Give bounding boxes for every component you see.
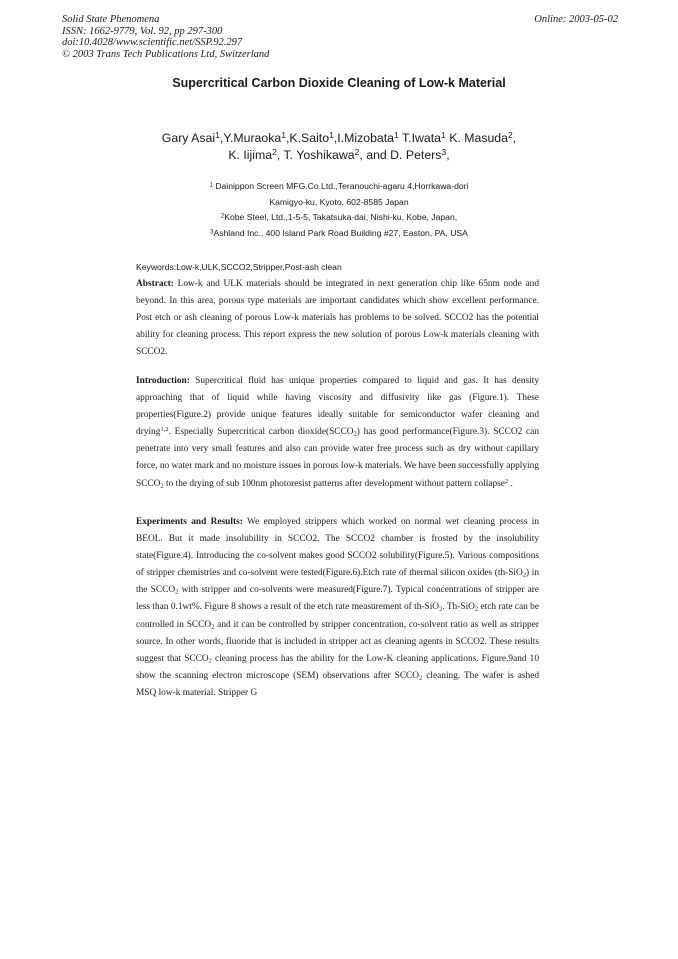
journal-name: Solid State Phenomena (62, 14, 160, 25)
affiliation-text: Kobe Steel, Ltd.,1-5-5, Takatsuka-dai, Nishi-ku, Kobe, Japan, (224, 212, 458, 223)
affiliation-marker: 1 (440, 130, 446, 141)
author-name: K. Iijima (228, 148, 273, 162)
author-list (0, 130, 678, 164)
body-text: We employed strippers which worked on normal wet cleaning process in BEOL. But it made insolubility in SCCO2. The SCCO2 chamber is frosted by the insolubility state(Figure.4). Introducing the co-solvent makes good SCCO2 solubility(Figure.5). Various compositions of stripper chemistries and co-solvent were tested(Figure.6).Etch rate of thermal silicon oxides (th-SiO (136, 517, 539, 579)
affiliation-marker: 1 (394, 130, 399, 141)
author-name: , and D. Peters (359, 148, 442, 162)
body-text: with stripper and co-solvents were measured(Figure.7). Typical concentrations of stripper are less than 0.1wt%. Figure 8 shows a result of the etch rate measurement of th-SiO (136, 585, 539, 613)
abstract-text: Low-k and ULK materials should be integrated in next generation chip like 65nm node and beyond. In this area, porous type materials are important candidates which show excellent performance. Post etch or ash cleaning of porous Low-k materials has problems to be solved. SCCO2 has the potential ability for cleaning process. This report express the new solution of porous Low-k materials cleaning with SCCO2. (136, 279, 539, 358)
paper-title: Supercritical Carbon Dioxide Cleaning of Low-k Material (172, 76, 506, 90)
abstract (136, 276, 539, 361)
body-text: ) in the SCCO (136, 568, 539, 596)
body-text: ) has good performance(Figure.3). SCCO2 can penetrate into very small features and also can provide water free process such as dry without capillary force, no water mark and no moisture issues in porous low-k materials. We have been successfully applying SCCO (136, 427, 539, 489)
author-name: K. Masuda (445, 131, 508, 145)
author-name: ,Y.Muraoka (219, 131, 282, 145)
copyright-line: © 2003 Trans Tech Publications Ltd, Switzerland (62, 48, 270, 60)
affiliation-marker: 1 (215, 130, 220, 141)
affiliation-number: 2 (220, 213, 225, 220)
body-text: . (508, 478, 513, 489)
subscript: 2 (175, 588, 179, 596)
author-name: ,K.Saito (286, 131, 330, 145)
experiments-label: Experiments and Results: (136, 517, 243, 527)
subscript: 2 (208, 657, 212, 665)
affiliation-marker: 3 (441, 147, 447, 158)
subscript: 2 (474, 605, 479, 613)
affiliation-2 (0, 210, 678, 226)
affiliation-number: 1 (209, 182, 213, 189)
author-line-2 (0, 147, 678, 164)
affiliation-marker: 1 (281, 130, 286, 141)
affiliation-1 (0, 179, 678, 195)
body-text: and it can be controlled by stripper concentration, co-solvent ratio as well as stripper source. In other words, fluoride that is included in stripper act as cleaning agents in SCCO2. These results suggest that SCCO (136, 619, 539, 664)
subscript: 2 (211, 622, 215, 630)
subscript: 2 (419, 674, 423, 682)
issn-line: ISSN: 1662-9779, Vol. 92, pp 297-300 (62, 25, 223, 37)
author-name: , T. Yoshikawa (276, 148, 355, 162)
author-line-1 (0, 130, 678, 147)
abstract-label: Abstract: (136, 279, 174, 289)
affiliation-marker: 2 (272, 147, 277, 158)
affiliation-3 (0, 226, 678, 242)
author-separator: , (512, 131, 517, 145)
affiliation-marker: 1 (329, 130, 334, 141)
affiliation-number: 3 (210, 229, 214, 236)
author-separator: , (446, 148, 450, 162)
doi-line: doi:10.4028/www.scientific.net/SSP.92.297 (62, 37, 243, 49)
reference-marker: 1,2 (160, 426, 169, 434)
introduction-label: Introduction: (136, 376, 190, 386)
journal-header (62, 14, 618, 60)
affiliations (0, 179, 678, 241)
keywords: Keywords:Low-k,ULK,SCCO2,Stripper,Post-ash clean (136, 262, 342, 272)
subscript: 2 (439, 605, 443, 613)
subscript: 2 (522, 571, 527, 579)
body-text: etch rate can be controlled in SCCO (136, 602, 539, 630)
affiliation-1-cont: Kamigyo-ku, Kyoto, 602-8585 Japan (269, 196, 409, 207)
online-date: Online: 2003-05-02 (534, 14, 618, 25)
reference-marker: 2 (504, 477, 509, 485)
author-name: Gary Asai (161, 131, 216, 145)
body-text: to the drying of sub 100nm photoresist patterns after development without pattern collapse (163, 478, 505, 489)
affiliation-text: Ashland Inc., 400 Island Park Road Building #27, Easton, PA, USA (213, 227, 468, 238)
author-name: ,I.Mizobata (333, 131, 395, 145)
author-name: T.Iwata (398, 131, 441, 145)
affiliation-text: Dainippon Screen MFG.Co.Ltd.,Teranouchi-agaru 4,Horrkawa-dori (212, 181, 469, 191)
experiments-section (136, 514, 539, 702)
body-text: cleaning process has the ability for the Low-K cleaning applications. Figure.9and 10 show the scanning electron microscope (SEM) observations after SCCO (136, 653, 539, 681)
affiliation-marker: 2 (354, 147, 360, 158)
affiliation-marker: 2 (507, 130, 513, 141)
body-text: . Th-SiO (442, 602, 475, 613)
subscript: 2 (160, 481, 164, 489)
body-text: . Especially Supercritical carbon dioxide(SCCO (168, 427, 354, 438)
introduction-section (136, 373, 539, 493)
subscript: 2 (353, 430, 357, 438)
body-text: cleaning. The wafer is ashed MSQ low-k material. Stripper G (136, 670, 540, 698)
body-text: Supercritical fluid has unique properties compared to liquid and gas. It has density approaching that of liquid while having viscosity and diffusivity like gas (Figure.1). These properties(Figure.2) provide unique features ideally suitable for semiconductor wafer cleaning and drying (136, 376, 539, 438)
